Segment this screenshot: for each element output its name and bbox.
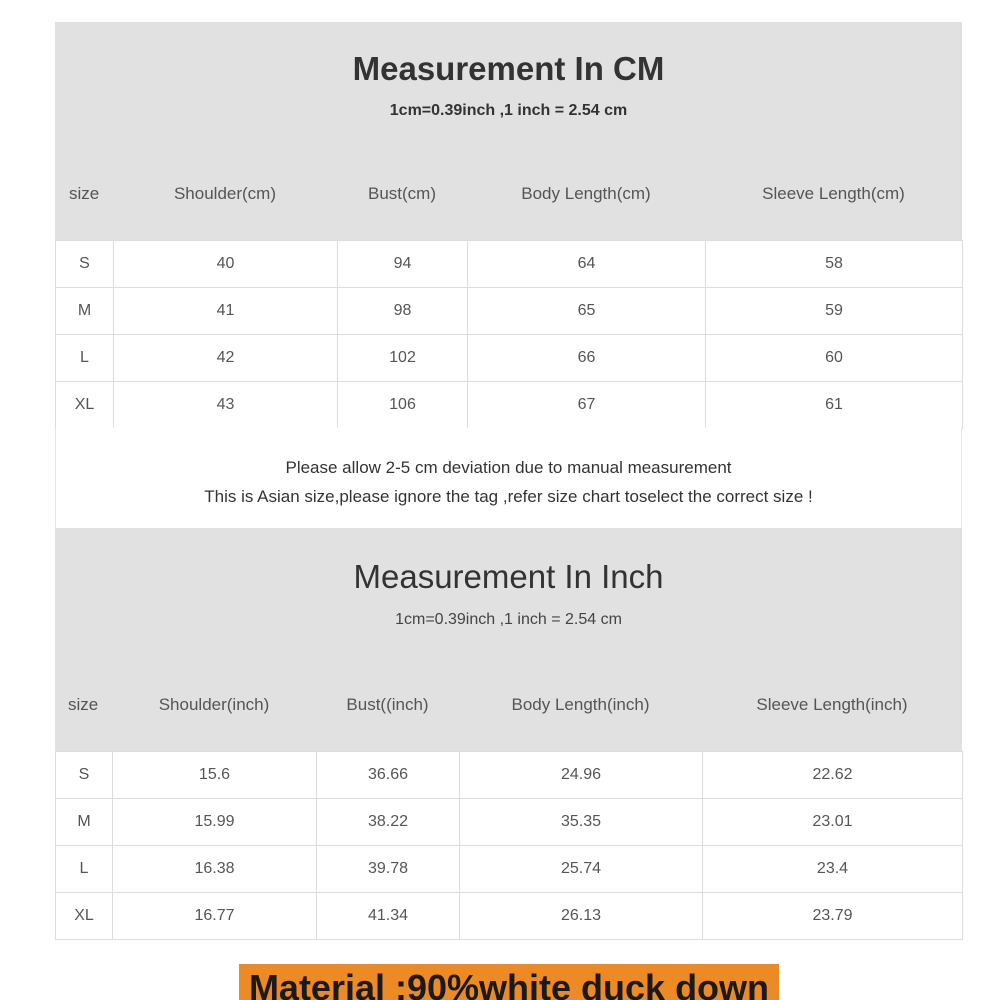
deviation-note: Please allow 2-5 cm deviation due to manual measurement [285,458,732,477]
cm-subtitle: 1cm=0.39inch ,1 inch = 2.54 cm [389,102,628,119]
table-row [56,382,963,429]
cm-col-sleeve-length: Sleeve Length(cm) [762,184,905,203]
inch-col-body-length: Body Length(inch) [511,695,650,714]
cm-panel [55,22,962,528]
table-cell: 67 [468,382,706,429]
asian-size-note: This is Asian size,please ignore the tag ,refer size chart toselect the correct size ! [204,487,813,506]
table-cell: 59 [706,288,963,335]
cm-table [55,240,963,429]
table-cell: S [56,752,113,799]
table-row [56,846,963,893]
cm-title: Measurement In CM [352,50,665,87]
cm-col-bust: Bust(cm) [368,184,436,203]
table-cell: 41.34 [317,893,460,940]
table-cell: 42 [114,335,338,382]
table-cell: 40 [114,241,338,288]
table-cell: 23.4 [703,846,963,893]
table-cell: 98 [338,288,468,335]
table-cell: 25.74 [460,846,703,893]
table-row [56,335,963,382]
table-cell: 16.77 [113,893,317,940]
table-cell: 16.38 [113,846,317,893]
table-cell: XL [56,893,113,940]
table-cell: 64 [468,241,706,288]
table-row [56,893,963,940]
table-cell: 61 [706,382,963,429]
table-cell: 60 [706,335,963,382]
table-cell: 36.66 [317,752,460,799]
table-cell: 23.79 [703,893,963,940]
table-cell: 23.01 [703,799,963,846]
inch-title: Measurement In Inch [353,558,664,595]
table-cell: 41 [114,288,338,335]
size-notes [55,428,962,528]
table-cell: 24.96 [460,752,703,799]
table-row [56,799,963,846]
inch-col-shoulder: Shoulder(inch) [158,695,270,714]
cm-header [55,22,962,240]
inch-header [55,528,962,751]
cm-col-shoulder: Shoulder(cm) [173,184,277,203]
inch-panel [55,528,962,940]
table-cell: 35.35 [460,799,703,846]
inch-col-size: size [68,695,99,714]
table-cell: M [56,799,113,846]
material-label: Material :90%white duck down [248,967,770,1000]
inch-table [55,751,963,940]
table-cell: 58 [706,241,963,288]
cm-col-body-length: Body Length(cm) [521,184,651,203]
table-cell: L [56,846,113,893]
table-cell: XL [56,382,114,429]
material-banner [239,964,779,1000]
table-cell: 15.6 [113,752,317,799]
table-cell: 26.13 [460,893,703,940]
table-row [56,288,963,335]
table-cell: 94 [338,241,468,288]
table-cell: M [56,288,114,335]
table-cell: 22.62 [703,752,963,799]
table-cell: L [56,335,114,382]
table-cell: 102 [338,335,468,382]
table-cell: 15.99 [113,799,317,846]
table-cell: 66 [468,335,706,382]
inch-col-sleeve-length: Sleeve Length(inch) [756,695,908,714]
table-row [56,241,963,288]
table-cell: 65 [468,288,706,335]
table-cell: S [56,241,114,288]
inch-subtitle: 1cm=0.39inch ,1 inch = 2.54 cm [395,611,622,628]
table-cell: 43 [114,382,338,429]
table-cell: 39.78 [317,846,460,893]
cm-col-size: size [69,184,100,203]
table-cell: 38.22 [317,799,460,846]
table-cell: 106 [338,382,468,429]
inch-col-bust: Bust((inch) [346,695,429,714]
table-row [56,752,963,799]
